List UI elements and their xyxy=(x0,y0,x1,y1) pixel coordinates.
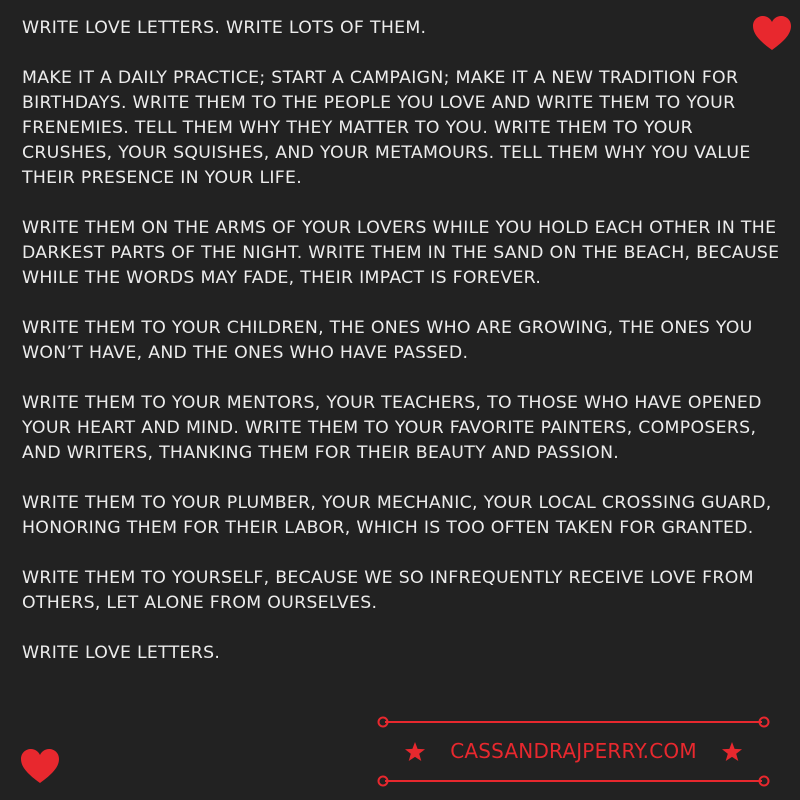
paragraph-6: WRITE THEM TO YOUR PLUMBER, YOUR MECHANIC, YOUR LOCAL CROSSING GUARD, HONORING THEM FOR THEIR LABOR, WHICH IS TOO OFTEN TAKEN FOR GRANTED. xyxy=(22,493,772,538)
letter-text xyxy=(22,16,782,691)
star-icon xyxy=(721,741,743,763)
website-banner xyxy=(377,713,770,788)
heart-icon xyxy=(20,747,60,787)
website-url[interactable]: CASSANDRAJPERRY.COM xyxy=(450,739,697,763)
paragraph-1: WRITE LOVE LETTERS. WRITE LOTS OF THEM. xyxy=(22,18,427,38)
paragraph-7: WRITE THEM TO YOURSELF, BECAUSE WE SO INFREQUENTLY RECEIVE LOVE FROM OTHERS, LET ALONE FROM OURSELVES. xyxy=(22,568,754,613)
heart-icon xyxy=(752,14,792,54)
paragraph-4: WRITE THEM TO YOUR CHILDREN, THE ONES WHO ARE GROWING, THE ONES YOU WON’T HAVE, AND THE ONES WHO HAVE PASSED. xyxy=(22,318,753,363)
paragraph-2: MAKE IT A DAILY PRACTICE; START A CAMPAIGN; MAKE IT A NEW TRADITION FOR BIRTHDAYS. WRITE THEM TO THE PEOPLE YOU LOVE AND WRITE THEM TO YOUR FRENEMIES. TELL THEM WHY THEY MATTER TO YOU. WRITE THEM TO YOUR CRUSHES, YOUR SQUISHES, AND YOUR METAMOURS. TELL THEM WHY YOU VALUE THEIR PRESENCE IN YOUR LIFE. xyxy=(22,68,751,188)
paragraph-5: WRITE THEM TO YOUR MENTORS, YOUR TEACHERS, TO THOSE WHO HAVE OPENED YOUR HEART AND MIND. WRITE THEM TO YOUR FAVORITE PAINTERS, COMPOSERS, AND WRITERS, THANKING THEM FOR THEIR BEAUTY AND PASSION. xyxy=(22,393,762,463)
paragraph-8: WRITE LOVE LETTERS. xyxy=(22,643,221,663)
paragraph-3: WRITE THEM ON THE ARMS OF YOUR LOVERS WHILE YOU HOLD EACH OTHER IN THE DARKEST PARTS OF THE NIGHT. WRITE THEM IN THE SAND ON THE BEACH, BECAUSE WHILE THE WORDS MAY FADE, THEIR IMPACT IS FOREVER. xyxy=(22,218,780,288)
